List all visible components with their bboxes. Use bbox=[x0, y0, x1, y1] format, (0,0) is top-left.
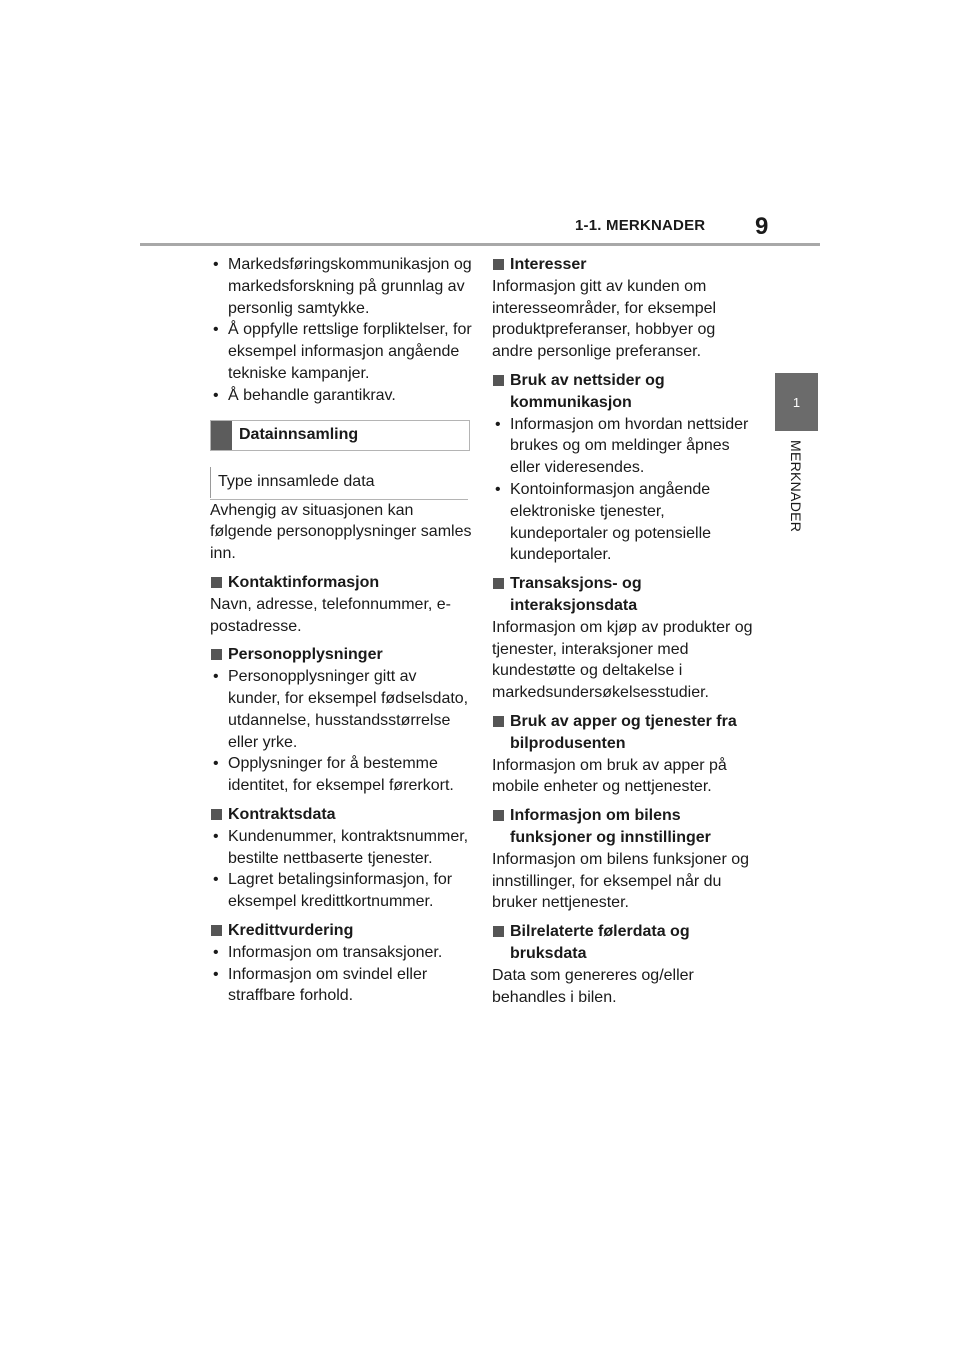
list-item: • Å oppfylle rettslige forpliktelser, for eksempel informasjon angående tekniske kampanjer. bbox=[210, 319, 472, 384]
section-text: Informasjon om kjøp av produkter og tjenester, interaksjoner med kundestøtte og deltakelse i markedsundersøkelsesstudier. bbox=[492, 618, 753, 702]
section-title: Transaksjons- og interaksjonsdata bbox=[492, 573, 754, 617]
section-title: Kredittvurdering bbox=[210, 920, 472, 942]
section-title: Personopplysninger bbox=[210, 644, 472, 666]
section-title: Interesser bbox=[492, 254, 754, 276]
section-heading-marker bbox=[211, 421, 232, 450]
section-title: Kontraktsdata bbox=[210, 804, 472, 826]
header-section-title: 1-1. MERKNADER bbox=[575, 217, 706, 234]
section-app-usage bbox=[492, 711, 754, 798]
section-text: Navn, adresse, telefonnummer, e-postadresse. bbox=[210, 595, 452, 635]
subtitle-row bbox=[210, 469, 468, 500]
list-item: • Opplysninger for å bestemme identitet, for eksempel førerkort. bbox=[210, 753, 472, 797]
section-heading-title: Datainnsamling bbox=[239, 425, 359, 443]
section-sensor-data bbox=[492, 921, 754, 1008]
section-personal-data bbox=[210, 644, 472, 797]
section-title: Kontaktinformasjon bbox=[210, 572, 472, 594]
list-item: • Kundenummer, kontraktsnummer, bestilte nettbaserte tjenester. bbox=[210, 826, 472, 870]
section-text: Data som genereres og/eller behandles i bilen. bbox=[492, 966, 694, 1006]
chapter-tab-number: 1 bbox=[792, 394, 801, 410]
section-text: Informasjon om bilens funksjoner og innstillinger, for eksempel når du bruker nettjenester. bbox=[492, 850, 750, 912]
left-column bbox=[210, 254, 472, 1007]
chapter-side-label bbox=[772, 440, 820, 540]
list-item: • Kontoinformasjon angående elektroniske tjenester, kundeportaler og potensielle kundeportaler. bbox=[492, 479, 754, 566]
section-contact bbox=[210, 572, 472, 637]
subtitle-text: Type innsamlede data bbox=[218, 472, 375, 490]
section-web-usage bbox=[492, 370, 754, 566]
page-number: 9 bbox=[755, 213, 769, 240]
section-text: Informasjon gitt av kunden om interesseområder, for eksempel produktpreferanser, hobbyer og andre personlige preferanser. bbox=[492, 277, 717, 361]
list-item: • Personopplysninger gitt av kunder, for eksempel fødselsdato, utdannelse, husstandsstørrelse eller yrke. bbox=[210, 666, 472, 753]
header-rule bbox=[140, 243, 820, 246]
section-title: Bruk av apper og tjenester fra bilprodusenten bbox=[492, 711, 754, 755]
list-item: • Informasjon om svindel eller straffbare forhold. bbox=[210, 964, 472, 1008]
section-vehicle-functions bbox=[492, 805, 754, 914]
section-title: Bilrelaterte følerdata og bruksdata bbox=[492, 921, 754, 965]
list-item: • Informasjon om transaksjoner. bbox=[210, 942, 472, 964]
section-heading-box bbox=[210, 420, 470, 451]
list-item: • Markedsføringskommunikasjon og markedsforskning på grunnlag av personlig samtykke. bbox=[210, 254, 472, 319]
section-interests bbox=[492, 254, 754, 363]
list-item: • Å behandle garantikrav. bbox=[210, 385, 472, 407]
section-contract-data bbox=[210, 804, 472, 913]
section-text: Informasjon om bruk av apper på mobile enheter og nettjenester. bbox=[492, 756, 727, 796]
list-item: • Informasjon om hvordan nettsider brukes og om meldinger åpnes eller videresendes. bbox=[492, 414, 754, 479]
intro-bullet-list bbox=[210, 254, 472, 407]
subtitle-bar bbox=[210, 467, 211, 498]
section-title: Informasjon om bilens funksjoner og innstillinger bbox=[492, 805, 754, 849]
list-item: • Lagret betalingsinformasjon, for eksempel kredittkortnummer. bbox=[210, 869, 472, 913]
section-title: Bruk av nettsider og kommunikasjon bbox=[492, 370, 754, 414]
right-column bbox=[492, 254, 754, 1008]
intro-paragraph: Avhengig av situasjonen kan følgende personopplysninger samles inn. bbox=[210, 501, 472, 563]
chapter-tab bbox=[775, 373, 818, 431]
chapter-side-label-text: MERKNADER bbox=[788, 440, 804, 533]
section-credit-rating bbox=[210, 920, 472, 1007]
section-transaction-data bbox=[492, 573, 754, 704]
